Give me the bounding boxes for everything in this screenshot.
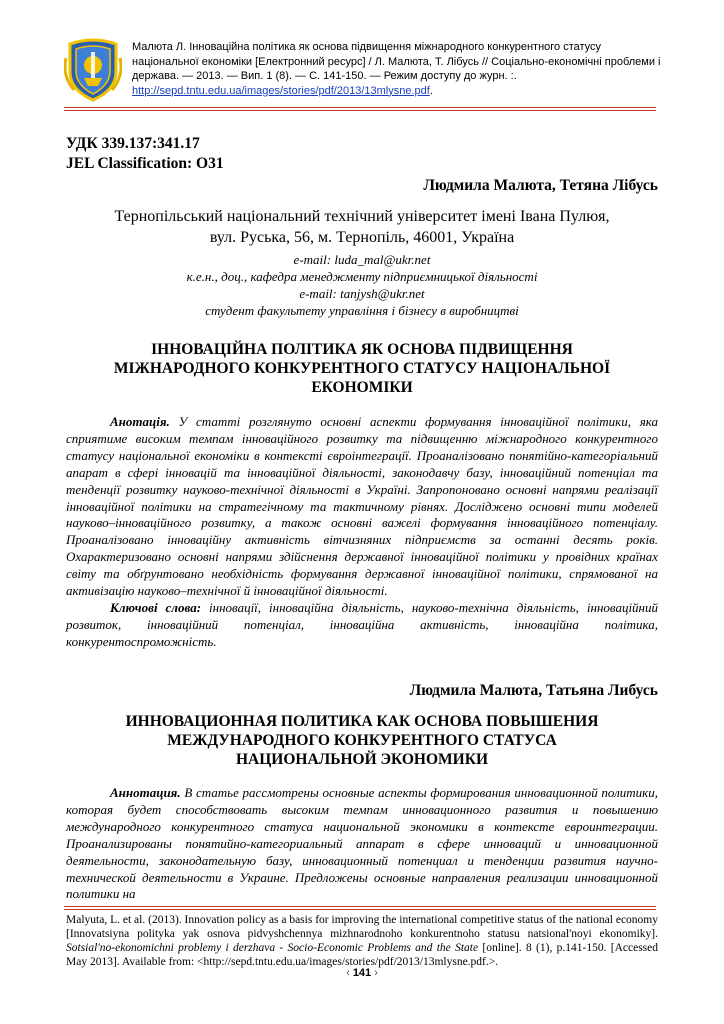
- abstract-ru-text: В статье рассмотрены основные аспекты формирования инновационной политики, которая будет способствовать высоким темпам инновационного развития и повышению международного конкурентного статуса национальной экономики в контексте евроинтеграции. Проанализированы понятийно-категориальный аппарат в сфере инноваций и инновационной деятельности, законодательную базу, инновационный потенциал и тенденции развития научно-технической деятельности в Украине. Предложены основные направления реализации инновационной политики на: [66, 785, 658, 902]
- page-header: [64, 38, 664, 106]
- abstract-ua-text: У статті розглянуто основні аспекти формування інноваційної політики, яка сприятиме високим темпам інноваційного розвитку та підвищенню міжнародного конкурентного статусу національної економіки в контексті євроінтеграції. Проаналізовано понятійно-категоріальний апарат в сфері інновацій та інноваційної діяльності, законодавчу базу, інноваційний потенціал та тенденції розвитку науково-технічної діяльності в Україні. Запропоновано основні напрями реалізації інноваційної політики на стратегічному та тактичному рівнях. Досліджено основні типи моделей науково–інноваційного розвитку, а також основні важелі формування інноваційного потенціалу. Проаналізовано інноваційну активність вітчизняних підприємств за останні десять років. Охарактеризовано основні напрями здійснення державної інноваційної політики у провідних країнах світу та обґрунтовано необхідність формування державної інноваційної політики, спрямованої на активізацію науково–технічної й інноваційної діяльності.: [66, 414, 658, 599]
- title-ua-line-2: МІЖНАРОДНОГО КОНКУРЕНТНОГО СТАТУСУ НАЦІОНАЛЬНОЇ: [113, 360, 611, 377]
- authors-ua: Людмила Малюта, Тетяна Лібусь: [423, 177, 658, 194]
- citation-link[interactable]: http://sepd.tntu.edu.ua/images/stories/pdf/2013/13mlysne.pdf: [132, 84, 430, 97]
- position-1: к.е.н., доц., кафедра менеджменту підприємницької діяльності: [186, 269, 538, 284]
- abstract-ua-paragraph: [66, 414, 658, 600]
- authors-ru: Людмила Малюта, Татьяна Либусь: [409, 682, 658, 699]
- citation-body: Малюта Л. Інноваційна політика як основа підвищення міжнародного конкурентного статусу національної економіки [Електронний ресурс] / Л. Малюта, Т. Лібусь // Соціально-економічні проблеми і держава. — 2013. — Вип. 1 (8). — С. 141-150. — Режим доступу до журн. :.: [132, 41, 661, 82]
- title-ru: [90, 712, 634, 769]
- author-contacts: [66, 251, 658, 319]
- keywords-ua-label: Ключові слова:: [110, 599, 202, 615]
- page-number: [0, 967, 724, 979]
- abstract-ru-paragraph: [66, 785, 658, 903]
- abstract-ua-label: Анотація.: [110, 414, 170, 429]
- reference-footer: [66, 913, 658, 969]
- classification-block: [66, 134, 224, 174]
- affiliation-line-2: вул. Руська, 56, м. Тернопіль, 46001, Україна: [209, 229, 515, 246]
- title-ru-line-1: ИННОВАЦИОННАЯ ПОЛИТИКА КАК ОСНОВА ПОВЫШЕНИЯ: [125, 713, 599, 730]
- title-ua-line-3: ЕКОНОМІКИ: [311, 379, 413, 396]
- affiliation: [66, 206, 658, 248]
- udk-code: УДК 339.137:341.17: [66, 135, 200, 152]
- footer-divider: [64, 906, 656, 910]
- reference-journal: Sotsial'no-ekonomichni problemy i derzhava - Socio-Economic Problems and the State: [66, 942, 479, 954]
- arrow-left-icon: ‹: [346, 967, 350, 979]
- page-number-value: 141: [352, 967, 372, 979]
- email-2: e-mail: tanjysh@ukr.net: [299, 286, 425, 301]
- header-divider: [64, 107, 656, 111]
- reference-part-1: Malyuta, L. et al. (2013). Innovation policy as a basis for improving the international competitive status of the national economy [Innovatsiyna polityka yak osnova pidvyshchennya mizhnarodnoho konkurentnoho statusu natsional'noyi ekonomiky].: [66, 914, 658, 940]
- arrow-right-icon: ›: [374, 967, 378, 979]
- keywords-ua-text: інновації, інноваційна діяльність, науково-технічна діяльність, інноваційний розвиток, інноваційний потенціал, інноваційна активність, інноваційна політика, конкурентоспроможність.: [66, 599, 659, 649]
- email-1: e-mail: luda_mal@ukr.net: [293, 252, 431, 267]
- affiliation-line-1: Тернопільський національний технічний університет імені Івана Пулюя,: [114, 208, 610, 225]
- abstract-ua: [66, 414, 658, 651]
- title-ua-line-1: ІННОВАЦІЙНА ПОЛІТИКА ЯК ОСНОВА ПІДВИЩЕННЯ: [151, 341, 573, 358]
- citation-text: [132, 40, 662, 98]
- jel-code: JEL Classification: O31: [66, 155, 224, 172]
- abstract-ru: [66, 785, 658, 903]
- abstract-ru-label: Аннотация.: [110, 785, 181, 800]
- title-ru-line-2: МЕЖДУНАРОДНОГО КОНКУРЕНТНОГО СТАТУСА: [167, 732, 557, 749]
- position-2: студент факультету управління і бізнесу в виробництві: [205, 303, 519, 318]
- keywords-ua-paragraph: [66, 600, 658, 651]
- university-crest-icon: [64, 38, 122, 102]
- reference-part-2: [online]. 8 (1), p.141-150. [Accessed May 2013]. Available from: <http://sepd.tntu.edu.ua/images/stories/pdf/2013/13mlysne.pdf.>.: [66, 942, 659, 968]
- title-ua: [90, 340, 634, 397]
- title-ru-line-3: НАЦИОНАЛЬНОЙ ЭКОНОМИКИ: [235, 751, 489, 768]
- citation-link-suffix: .: [429, 84, 433, 97]
